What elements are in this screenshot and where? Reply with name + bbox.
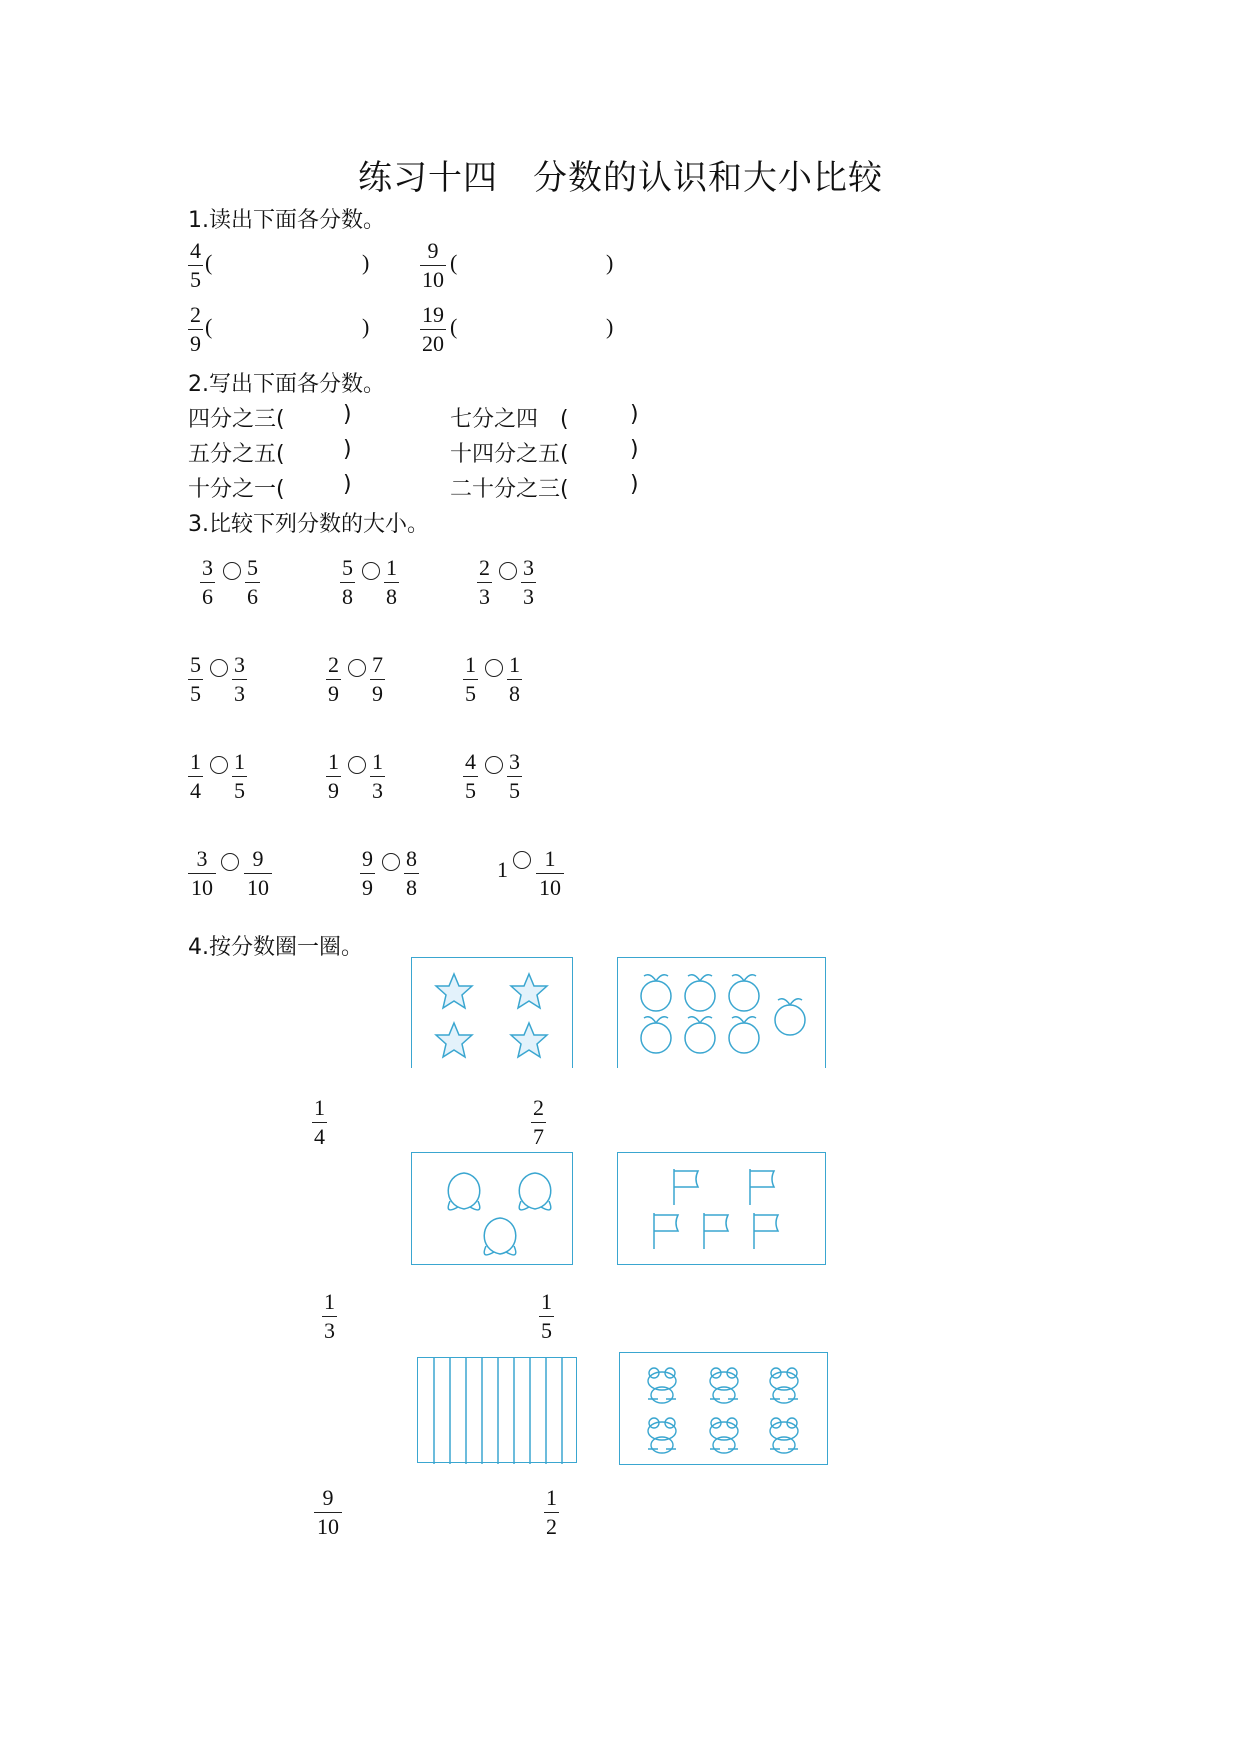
compare-circle[interactable] [210,756,228,774]
q3-fraction-left: 2 3 [479,555,490,609]
q3-fraction-left: 5 8 [342,555,353,609]
question-1-heading: 1.读出下面各分数。 [188,208,385,233]
q3-fraction-left: 1 9 [328,749,339,803]
q3-fraction-left: 9 9 [362,846,373,900]
frog-picture-box[interactable] [619,1352,828,1465]
q3-fraction-right: 3 3 [234,652,245,706]
compare-circle[interactable] [223,562,241,580]
q3-fraction-right: 8 8 [406,846,417,900]
q3-fraction-right: 1 10 [536,845,564,902]
q3-whole-number: 1 [497,857,508,882]
q3-fraction-left: 1 5 [465,652,476,706]
flag-icon [618,1153,827,1266]
q4-fraction-1: 1 4 [314,1095,325,1149]
q3-fraction-left: 5 5 [190,652,201,706]
q3-fraction-right: 1 3 [372,749,383,803]
q3-fraction-right: 1 8 [386,555,397,609]
q1-paren-open-3: ( [205,314,213,339]
q1-paren-open-4: ( [450,314,458,339]
q1-fraction-4: 19 20 [422,302,444,356]
flag-picture-box[interactable] [617,1152,826,1265]
q4-fraction-5: 9 10 [314,1484,342,1541]
q1-fraction-1: 4 5 [190,238,201,292]
star-picture-box[interactable] [411,957,573,1068]
compare-circle[interactable] [485,756,503,774]
q1-paren-open-1: ( [205,250,213,275]
page-title: 练习十四 分数的认识和大小比较 [358,158,883,198]
q2-answer-blank-4[interactable]: ) [630,437,639,462]
q2-answer-blank-3[interactable]: ) [343,437,352,462]
question-3-heading: 3.比较下列分数的大小。 [188,512,429,537]
q1-answer-blank-2[interactable]: ) [606,250,614,275]
q3-fraction-right: 3 3 [523,555,534,609]
compare-circle[interactable] [210,659,228,677]
q3-fraction-left: 4 5 [465,749,476,803]
q3-fraction-left: 3 6 [202,555,213,609]
q3-fraction-left: 3 10 [188,845,216,902]
q1-answer-blank-4[interactable]: ) [606,314,614,339]
q3-fraction-right: 1 5 [234,749,245,803]
q3-fraction-right: 7 9 [372,652,383,706]
q4-fraction-3: 1 3 [324,1289,335,1343]
q1-fraction-3: 2 9 [190,302,201,356]
q2-item-1: 四分之三( [188,407,285,432]
peach-picture-box[interactable] [411,1152,573,1265]
q1-answer-blank-1[interactable]: ) [362,250,370,275]
q2-item-3: 五分之五( [188,442,285,467]
q4-fraction-4: 1 5 [541,1289,552,1343]
apple-picture-box[interactable] [617,957,826,1068]
q3-fraction-left: 1 4 [190,749,201,803]
q2-answer-blank-5[interactable]: ) [343,472,352,497]
q2-item-4: 十四分之五( [450,442,569,467]
compare-circle[interactable] [221,853,239,871]
apple-icon [618,958,827,1069]
q1-answer-blank-3[interactable]: ) [362,314,370,339]
q3-fraction-right: 1 8 [509,652,520,706]
bar-strip-box[interactable] [417,1357,577,1463]
compare-circle[interactable] [348,756,366,774]
question-4-heading: 4.按分数圈一圈。 [188,935,363,960]
q2-answer-blank-6[interactable]: ) [630,472,639,497]
q3-fraction-left: 2 9 [328,652,339,706]
frog-icon [620,1353,829,1466]
q2-answer-blank-2[interactable]: ) [630,402,639,427]
q2-item-5: 十分之一( [188,477,285,502]
compare-circle[interactable] [362,562,380,580]
q4-fraction-6: 1 2 [546,1485,557,1539]
bar-strip [418,1358,578,1464]
compare-circle[interactable] [485,659,503,677]
q1-fraction-2: 9 10 [422,238,444,292]
q1-paren-open-2: ( [450,250,458,275]
q2-item-6: 二十分之三( [450,477,569,502]
star-icon [412,958,574,1069]
peach-icon [412,1153,574,1266]
q3-fraction-right: 5 6 [247,555,258,609]
q4-fraction-2: 2 7 [533,1095,544,1149]
q3-fraction-right: 3 5 [509,749,520,803]
compare-circle[interactable] [513,851,531,869]
q3-fraction-right: 9 10 [244,845,272,902]
question-2-heading: 2.写出下面各分数。 [188,372,385,397]
compare-circle[interactable] [499,562,517,580]
q2-answer-blank-1[interactable]: ) [343,402,352,427]
compare-circle[interactable] [348,659,366,677]
compare-circle[interactable] [382,853,400,871]
q2-item-2: 七分之四 ( [450,407,569,432]
